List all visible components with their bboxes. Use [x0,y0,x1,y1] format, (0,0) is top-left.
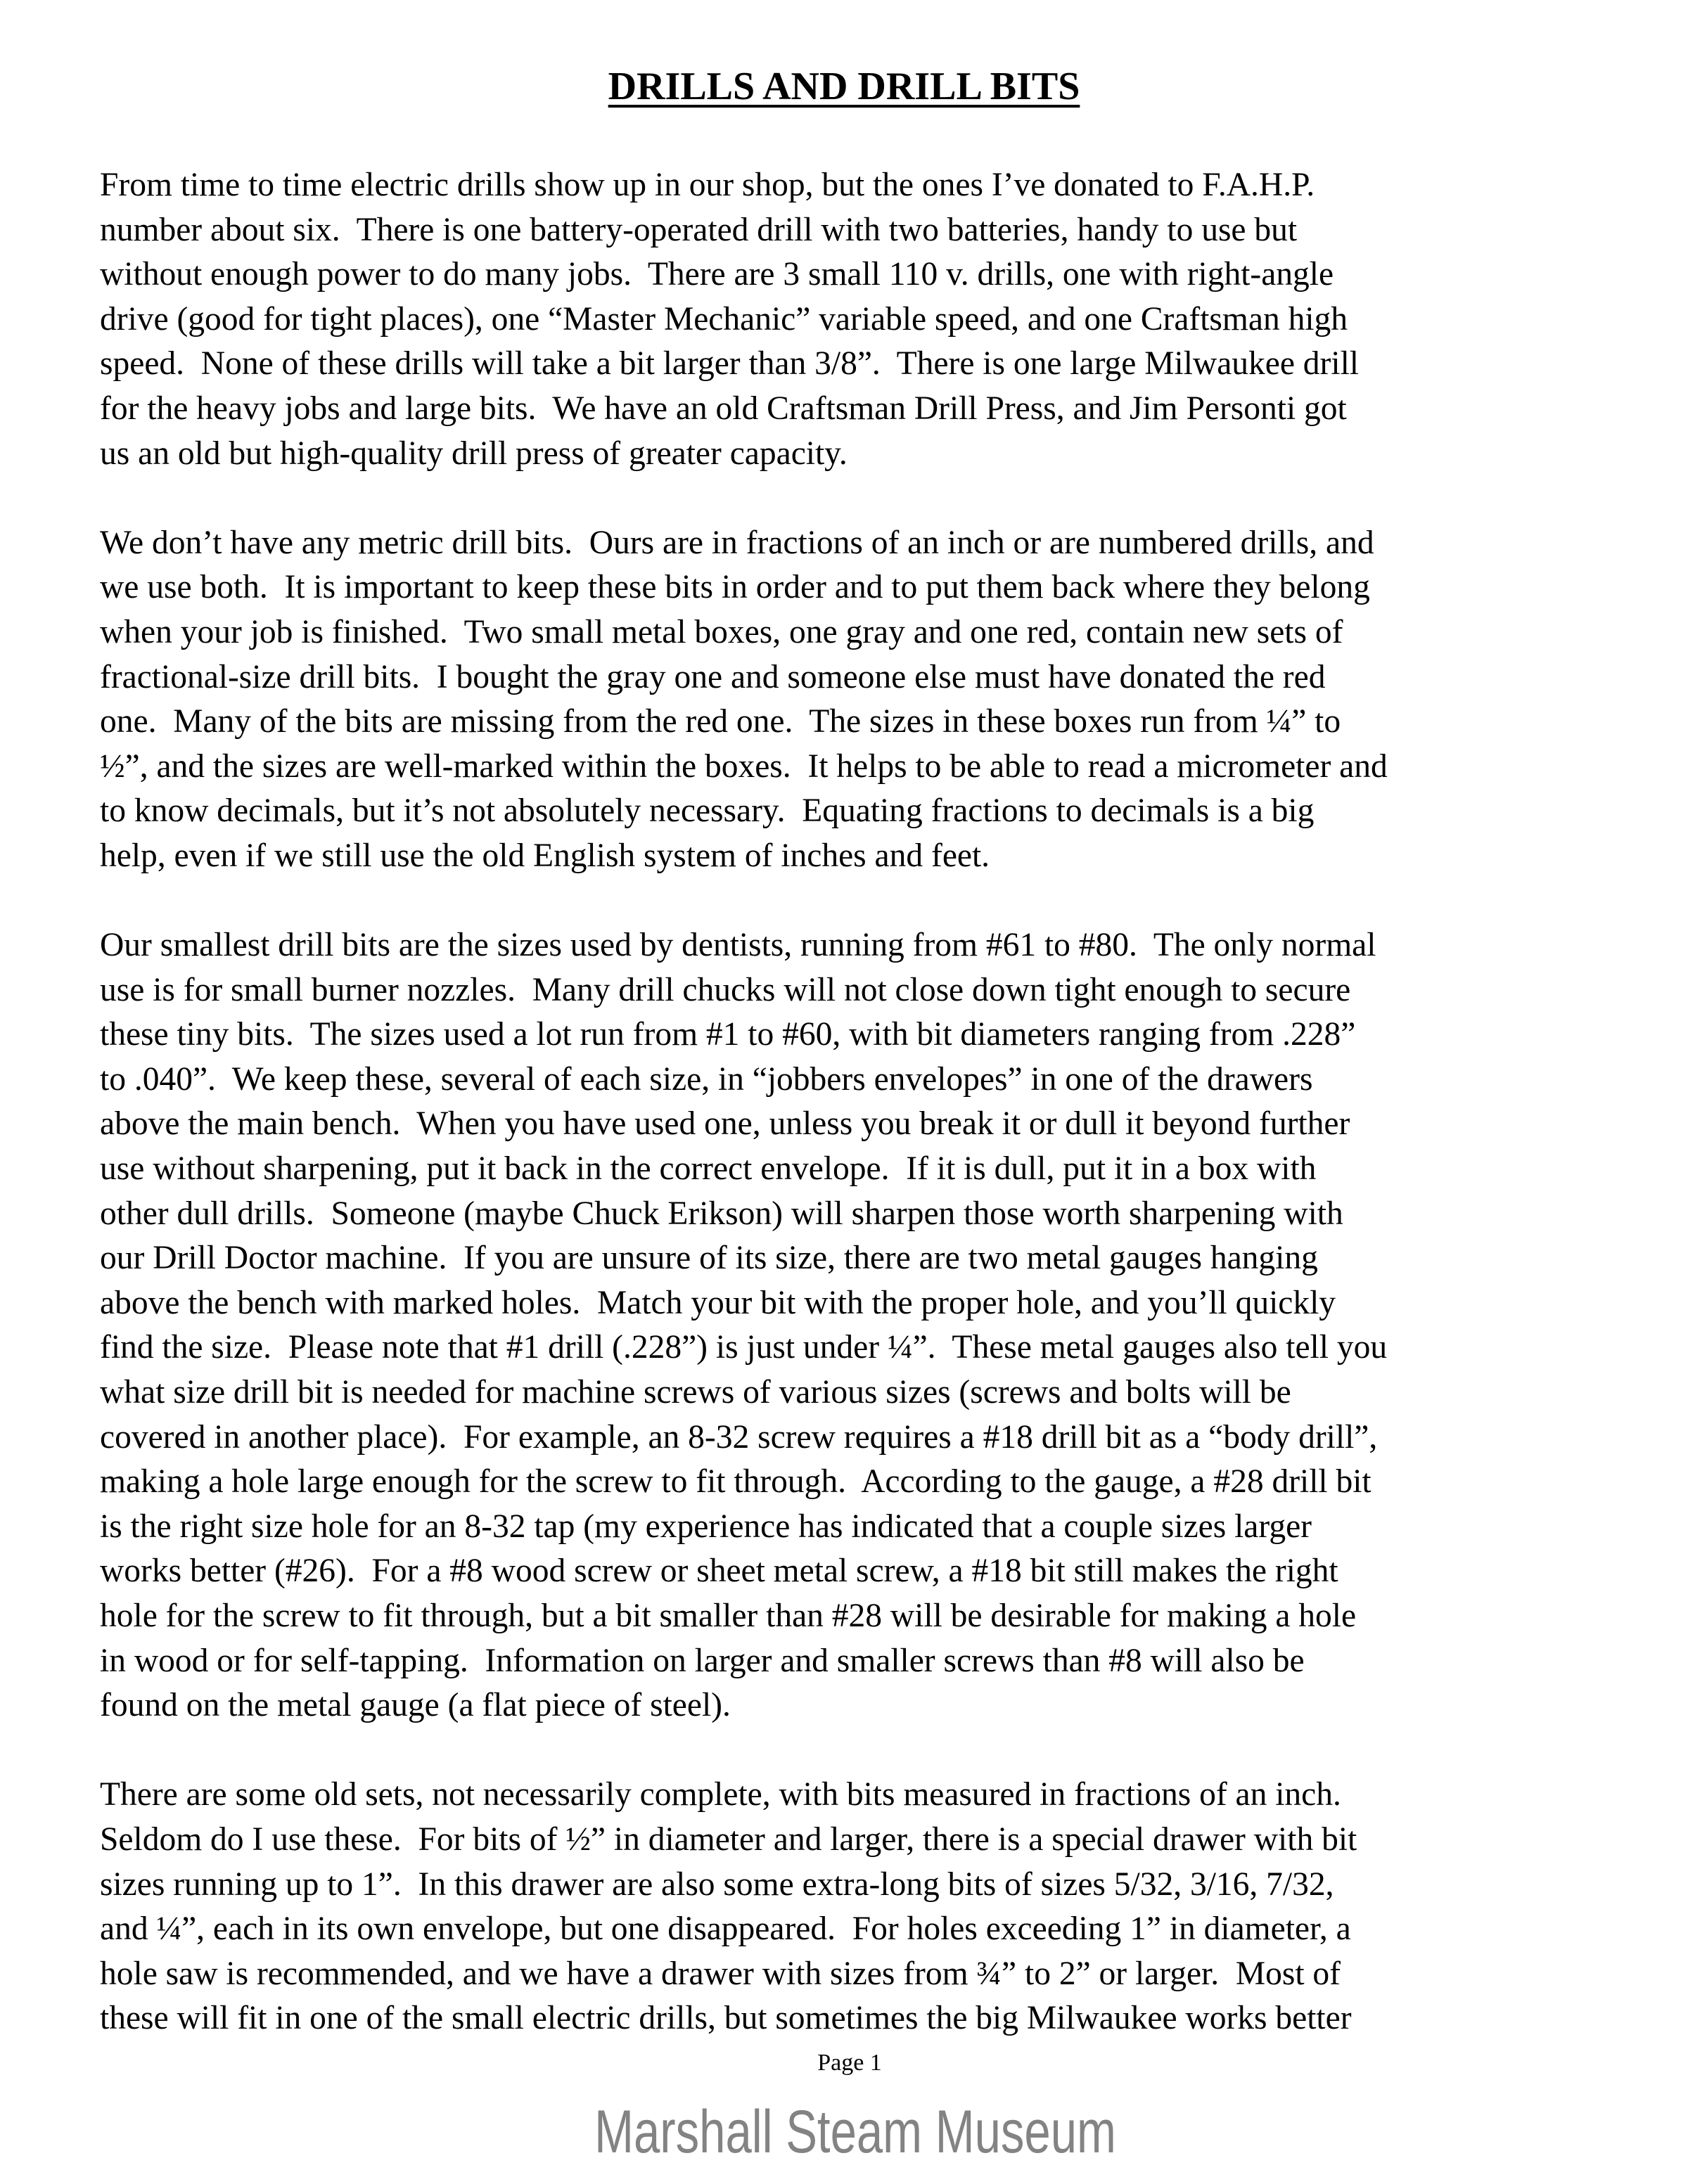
text-line: making a hole large enough for the screw to fit through. According to the gauge, a #28 drill bit [100,1463,1372,1501]
text-line: sizes running up to 1”. In this drawer are also some extra-long bits of sizes 5/32, 3/16, 7/32, [100,1865,1334,1903]
text-line: hole for the screw to fit through, but a bit smaller than #28 will be desirable for making a hole [100,1598,1357,1634]
paragraph [100,521,1675,879]
text-line: one. Many of the bits are missing from the red one. The sizes in these boxes run from ¼” to [100,703,1341,740]
document-title [0,62,1688,111]
text-line: works better (#26). For a #8 wood screw or sheet metal screw, a #18 bit still makes the right [100,1553,1338,1590]
text-line: fractional-size drill bits. I bought the gray one and someone else must have donated the red [100,658,1326,695]
text-line: There are some old sets, not necessarily complete, with bits measured in fractions of an inch. [100,1776,1341,1813]
text-line: for the heavy jobs and large bits. We have an old Craftsman Drill Press, and Jim Personti got [100,390,1347,427]
text-line: help, even if we still use the old English system of inches and feet. [100,837,990,874]
text-line: in wood or for self-tapping. Information on larger and smaller screws than #8 will also be [100,1642,1305,1679]
text-line: hole saw is recommended, and we have a drawer with sizes from ¾” to 2” or larger. Most of [100,1955,1341,1992]
text-line: other dull drills. Someone (maybe Chuck Erikson) will sharpen those worth sharpening with [100,1195,1343,1232]
text-line: use is for small burner nozzles. Many drill chucks will not close down tight enough to secure [100,971,1351,1008]
title-text: DRILLS AND DRILL BITS [608,65,1080,108]
text-line: above the bench with marked holes. Match your bit with the proper hole, and you’ll quickly [100,1284,1336,1321]
watermark: Marshall Steam Museum [594,2098,1116,2166]
text-line: number about six. There is one battery-operated drill with two batteries, handy to use but [100,211,1298,248]
text-line: these will fit in one of the small electric drills, but sometimes the big Milwaukee works better [100,2000,1352,2037]
text-line: these tiny bits. The sizes used a lot run from #1 to #60, with bit diameters ranging from .228” [100,1016,1356,1053]
text-line: when your job is finished. Two small metal boxes, one gray and one red, contain new sets of [100,613,1343,650]
text-line: use without sharpening, put it back in the correct envelope. If it is dull, put it in a box with [100,1150,1317,1188]
text-line: to know decimals, but it’s not absolutely necessary. Equating fractions to decimals is a big [100,792,1315,830]
paragraph [100,1773,1675,2041]
text-line: what size drill bit is needed for machine screws of various sizes (screws and bolts will be [100,1374,1291,1411]
text-line: We don’t have any metric drill bits. Ours are in fractions of an inch or are numbered drills, and [100,524,1374,561]
document-body [100,163,1675,2086]
text-line: and ¼”, each in its own envelope, but one disappeared. For holes exceeding 1” in diameter, a [100,1910,1351,1948]
text-line: speed. None of these drills will take a bit larger than 3/8”. There is one large Milwaukee drill [100,345,1359,383]
text-line: is the right size hole for an 8-32 tap (my experience has indicated that a couple sizes larger [100,1508,1312,1545]
text-line: Our smallest drill bits are the sizes used by dentists, running from #61 to #80. The only normal [100,927,1376,964]
text-line: Seldom do I use these. For bits of ½” in diameter and larger, there is a special drawer with bit [100,1820,1357,1858]
page-number: Page 1 [817,2050,882,2076]
text-line: ½”, and the sizes are well-marked within the boxes. It helps to be able to read a micrometer and [100,747,1388,785]
text-line: covered in another place). For example, an 8-32 screw requires a #18 drill bit as a “body drill”, [100,1418,1378,1456]
text-line: our Drill Doctor machine. If you are unsure of its size, there are two metal gauges hanging [100,1240,1318,1277]
text-line: to .040”. We keep these, several of each size, in “jobbers envelopes” in one of the drawers [100,1060,1313,1098]
text-line: above the main bench. When you have used one, unless you break it or dull it beyond further [100,1105,1350,1143]
text-line: find the size. Please note that #1 drill (.228”) is just under ¼”. These metal gauges also tell you [100,1329,1388,1366]
text-line: drive (good for tight places), one “Master Mechanic” variable speed, and one Craftsman high [100,300,1348,338]
paragraph [100,923,1675,1728]
text-line: found on the metal gauge (a flat piece of steel). [100,1687,731,1724]
text-line: From time to time electric drills show up in our shop, but the ones I’ve donated to F.A.H.P. [100,167,1315,203]
text-line: without enough power to do many jobs. There are 3 small 110 v. drills, one with right-angle [100,256,1334,293]
text-line: we use both. It is important to keep these bits in order and to put them back where they belong [100,569,1370,606]
paragraph [100,163,1675,476]
text-line: us an old but high-quality drill press of greater capacity. [100,435,848,472]
